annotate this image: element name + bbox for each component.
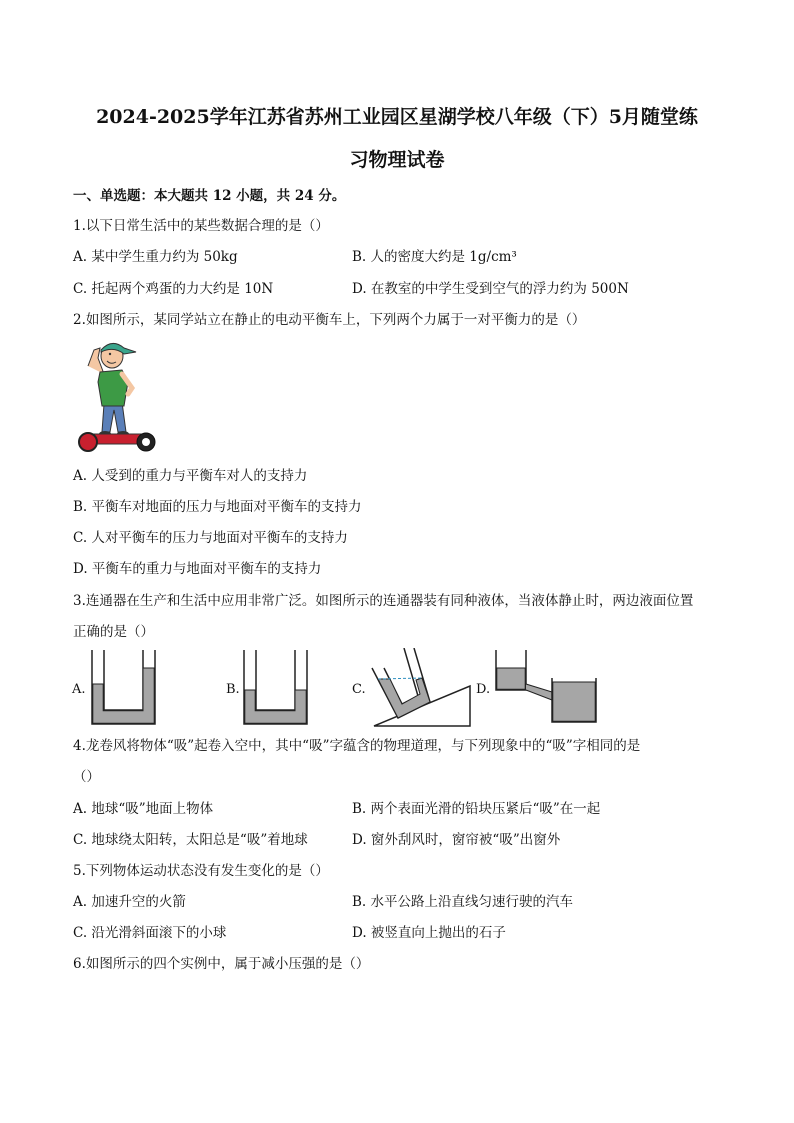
q1-option-d: D. 在教室的中学生受到空气的浮力约为 500N [352, 281, 629, 297]
q3-figure-label-b: B. [226, 682, 240, 697]
q5-option-b: B. 水平公路上沿直线匀速行驶的汽车 [352, 894, 574, 910]
q6-stem: 6.如图所示的四个实例中，属于减小压强的是（） [73, 956, 370, 972]
boy-on-balance-scooter-illustration [74, 336, 164, 456]
q2-option-b: B. 平衡车对地面的压力与地面对平衡车的支持力 [73, 499, 362, 515]
q3-figure-label-a: A. [72, 682, 86, 697]
balance-scooter-figure [74, 336, 164, 456]
q2-option-c: C. 人对平衡车的压力与地面对平衡车的支持力 [73, 530, 348, 546]
q4-option-d: D. 窗外刮风时，窗帘被“吸”出窗外 [352, 832, 561, 848]
q1-stem: 1.以下日常生活中的某些数据合理的是（） [73, 218, 329, 234]
q5-option-d: D. 被竖直向上抛出的石子 [352, 925, 506, 941]
q4-stem-line2: （） [73, 769, 100, 785]
q4-stem-line1: 4.龙卷风将物体“吸”起卷入空中，其中“吸”字蕴含的物理道理，与下列现象中的“吸”字相同的是 [73, 738, 641, 754]
section-heading: 一、单选题：本大题共 12 小题，共 24 分。 [73, 188, 346, 204]
connected-vessels-figure [60, 648, 620, 732]
q4-option-b: B. 两个表面光滑的铅块压紧后“吸”在一起 [352, 801, 601, 817]
q2-option-d: D. 平衡车的重力与地面对平衡车的支持力 [73, 561, 322, 577]
q5-stem: 5.下列物体运动状态没有发生变化的是（） [73, 863, 329, 879]
connected-vessels-options [60, 648, 620, 732]
paper-title-line2: 习物理试卷 [349, 149, 445, 171]
q4-option-c: C. 地球绕太阳转，太阳总是“吸”着地球 [73, 832, 308, 848]
q4-option-a: A. 地球“吸”地面上物体 [73, 801, 214, 817]
q2-stem: 2.如图所示，某同学站立在静止的电动平衡车上，下列两个力属于一对平衡力的是（） [73, 312, 586, 328]
q3-figure-label-c: C. [352, 682, 366, 697]
q3-figure-label-d: D. [476, 682, 491, 697]
q5-option-c: C. 沿光滑斜面滚下的小球 [73, 925, 227, 941]
q3-stem-line1: 3.连通器在生产和生活中应用非常广泛。如图所示的连通器装有同种液体，当液体静止时，两边液面位置 [73, 593, 694, 609]
q3-stem-line2: 正确的是（） [73, 624, 154, 640]
paper-title-line1: 2024-2025学年江苏省苏州工业园区星湖学校八年级（下）5月随堂练 [96, 106, 698, 128]
q5-option-a: A. 加速升空的火箭 [73, 894, 186, 910]
q2-option-a: A. 人受到的重力与平衡车对人的支持力 [73, 468, 308, 484]
q1-option-c: C. 托起两个鸡蛋的力大约是 10N [73, 281, 274, 297]
q1-option-a: A. 某中学生重力约为 50kg [73, 249, 238, 265]
q1-option-b: B. 人的密度大约是 1g/cm³ [352, 249, 517, 265]
